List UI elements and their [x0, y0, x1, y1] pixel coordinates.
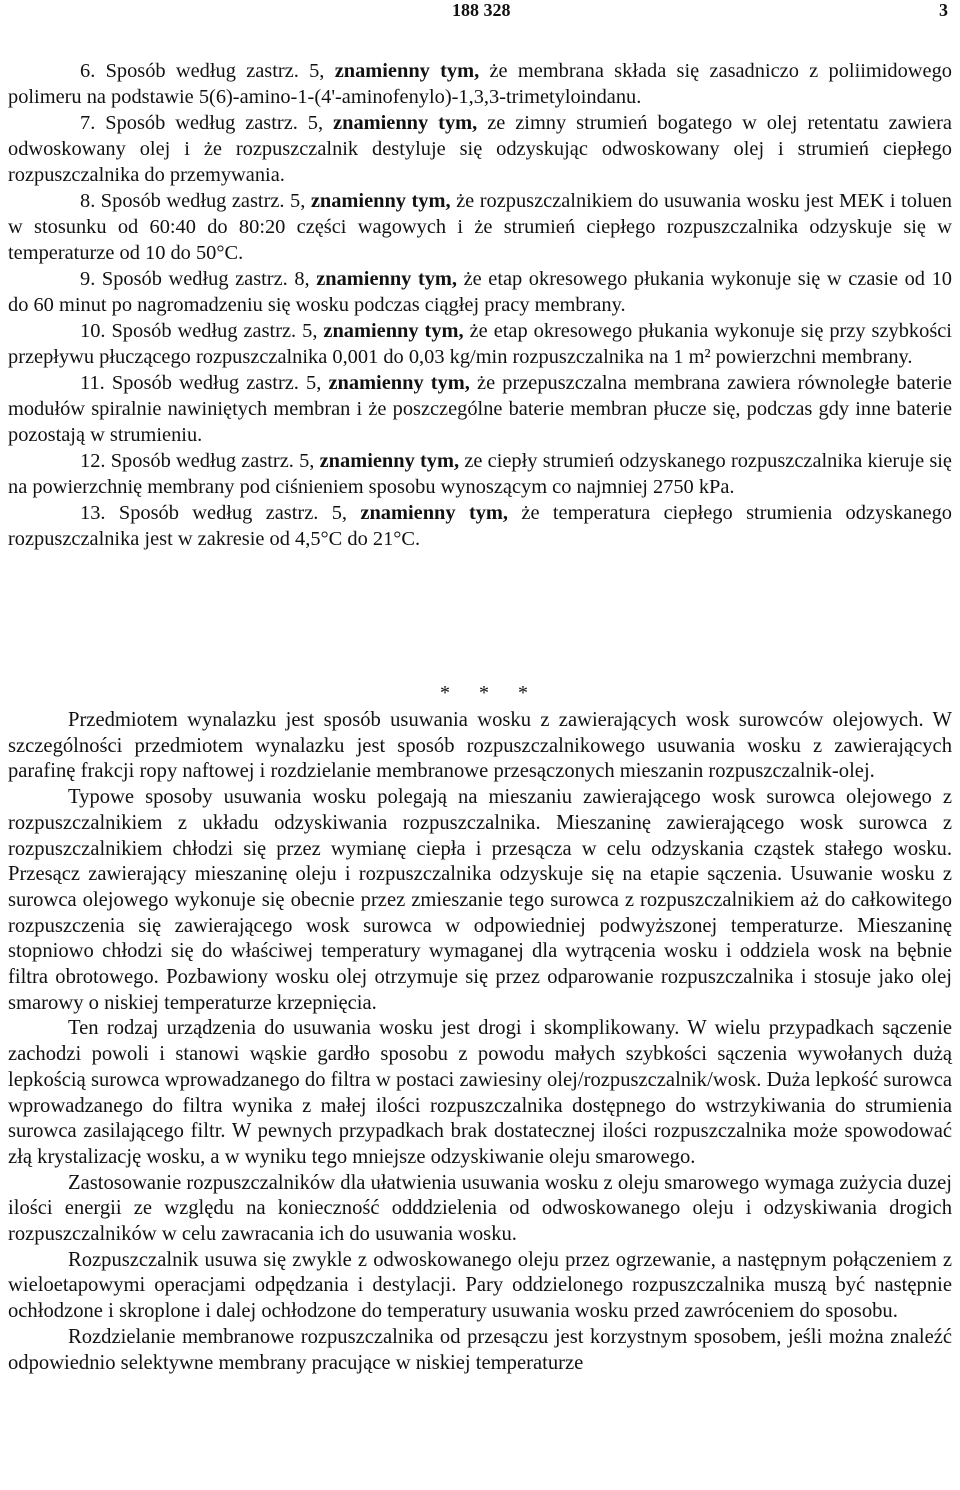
claim-lead: 11. Sposób według zastrz. 5,	[80, 372, 322, 394]
claim-lead: 9. Sposób według zastrz. 8,	[80, 268, 310, 290]
claim-lead: 8. Sposób według zastrz. 5,	[80, 190, 306, 212]
description-paragraph: Typowe sposoby usuwania wosku polegają na mieszaniu zawierającego wosk surowca olejowego z rozpuszczalnikiem z układu odzyskiwania rozpuszczalnika. Mieszaninę zawierającego wosk surowca z rozpuszczalnikiem chłodzi się przez wymianę ciepła i przesącza w celu odzyskania cząstek stałego wosku. Przesącz zawierający mieszaninę oleju i rozpuszczalnika odzyskuje się na etapie sączenia. Usuwanie wosku z surowca olejowego wykonuje się obecnie przez zmieszanie tego surowca z rozpuszczalnikiem aż do całkowitego rozpuszczenia się zawierającego wosk surowca w odpowiedniej podwyższonej temperaturze. Mieszaninę stopniowo chłodzi się do właściwej temperatury wymaganej dla wytrącenia wosku i oddziela wosk na bębnie filtra obrotowego. Pozbawiony wosku olej otrzymuje się przez odparowanie rozpuszczalnika i stosuje jako olej smarowy o niskiej temperaturze krzepnięcia.	[8, 786, 952, 1014]
claim-text: że przepuszczalna membrana zawiera równoległe baterie modułów spiralnie nawiniętych membran i że poszczególne baterie membran płucze się, podczas gdy inne baterie pozostają w strumieniu.	[8, 372, 952, 446]
claim-lead: 10. Sposób według zastrz. 5,	[80, 320, 318, 342]
claim-bold: znamienny tym,	[333, 112, 478, 134]
claim-8	[8, 188, 952, 266]
page-number: 3	[939, 0, 948, 20]
section-separator: * * *	[440, 682, 540, 704]
description-paragraph: Rozpuszczalnik usuwa się zwykle z odwoskowanego oleju przez ogrzewanie, a następnym połączeniem z wieloetapowymi operacjami odpędzania i destylacji. Pary oddzielonego rozpuszczalnika muszą być następnie ochłodzone i skroplone i dalej ochłodzone do temperatury usuwania wosku przed zawróceniem do sposobu.	[8, 1248, 952, 1323]
claim-lead: 12. Sposób według zastrz. 5,	[80, 450, 315, 472]
claim-bold: znamienny tym,	[360, 502, 509, 524]
claim-6	[8, 58, 952, 110]
claim-text: że temperatura ciepłego strumienia odzyskanego rozpuszczalnika jest w zakresie od 4,5°C do 21°C.	[8, 502, 952, 550]
claim-text: ze ciepły strumień odzyskanego rozpuszczalnika kieruje się na powierzchnię membrany pod ciśnieniem sposobu wynoszącym co najmniej 2750 kPa.	[8, 450, 952, 498]
claim-bold: znamienny tym,	[319, 450, 460, 472]
claim-lead: 13. Sposób według zastrz. 5,	[80, 502, 348, 524]
patent-number: 188 328	[452, 0, 511, 20]
claim-10	[8, 318, 952, 370]
claim-text: że etap okresowego płukania wykonuje się w czasie od 10 do 60 minut po nagromadzeniu się wosku podczas ciągłej pracy membrany.	[8, 268, 952, 316]
description-paragraph: Przedmiotem wynalazku jest sposób usuwania wosku z zawierających wosk surowców olejowych. W szczególności przedmiotem wynalazku jest sposób rozpuszczalnikowego usuwania wosku z zawierających parafinę frakcji ropy naftowej i rozdzielanie membranowe przesączonych mieszanin rozpuszczalnik-olej.	[8, 709, 952, 783]
claim-lead: 7. Sposób według zastrz. 5,	[80, 112, 324, 134]
description-paragraph: Rozdzielanie membranowe rozpuszczalnika od przesączu jest korzystnym sposobem, jeśli można znaleźć odpowiednio selektywne membrany pracujące w niskiej temperaturze	[8, 1325, 952, 1374]
claim-7	[8, 110, 952, 188]
claim-bold: znamienny tym,	[316, 268, 458, 290]
claim-text: że rozpuszczalnikiem do usuwania wosku jest MEK i toluen w stosunku od 60:40 do 80:20 części wagowych i że strumień ciepłego rozpuszczalnika odzyskuje się w temperaturze od 10 do 50°C.	[8, 190, 953, 264]
claim-lead: 6. Sposób według zastrz. 5,	[80, 60, 325, 82]
description-paragraph: Ten rodzaj urządzenia do usuwania wosku jest drogi i skomplikowany. W wielu przypadkach sączenie zachodzi powoli i stanowi wąskie gardło sposobu z powodu małych szybkości sączenia wywołanych dużą lepkością surowca wprowadzanego do filtra w postaci zawiesiny olej/rozpuszczalnik/wosk. Duża lepkość surowca wprowadzanego do filtra wynika z małej ilości rozpuszczalnika dostępnego do wstrzykiwania do strumienia surowca zasilającego filtr. W pewnych przypadkach brak dostatecznej ilości rozpuszczalnika może spowodować złą krystalizację wosku, a w wyniku tego mniejsze odzyskiwanie oleju smarowego.	[8, 1017, 952, 1168]
claim-bold: znamienny tym,	[334, 60, 480, 82]
claim-text: że membrana składa się zasadniczo z poliimidowego polimeru na podstawie 5(6)-amino-1-(4'-aminofenylo)-1,3,3-trimetyloindanu.	[8, 60, 952, 108]
claim-13	[8, 500, 952, 552]
description-paragraph: Zastosowanie rozpuszczalników dla ułatwienia usuwania wosku z oleju smarowego wymaga zużycia duzej ilości energii ze względu na konieczność odddzielenia od odwoskowanego oleju i odzyskiwania drogich rozpuszczalników w celu zawracania ich do usuwania wosku.	[8, 1171, 952, 1246]
claim-bold: znamienny tym,	[328, 372, 470, 394]
description-section	[8, 708, 952, 1376]
claim-11	[8, 370, 952, 448]
claim-text: że etap okresowego płukania wykonuje się przy szybkości przepływu płuczącego rozpuszczalnika 0,001 do 0,03 kg/min rozpuszczalnika na 1 m² powierzchni membrany.	[8, 320, 952, 368]
claim-text: ze zimny strumień bogatego w olej retentatu zawiera odwoskowany olej i że rozpuszczalnik destyluje się odzyskując odwoskowany olej i strumień ciepłego rozpuszczalnika do przemywania.	[8, 112, 952, 186]
claim-9	[8, 266, 952, 318]
claim-bold: znamienny tym,	[310, 190, 451, 212]
claim-12	[8, 448, 952, 500]
claims-section	[8, 58, 952, 552]
claim-bold: znamienny tym,	[323, 320, 464, 342]
